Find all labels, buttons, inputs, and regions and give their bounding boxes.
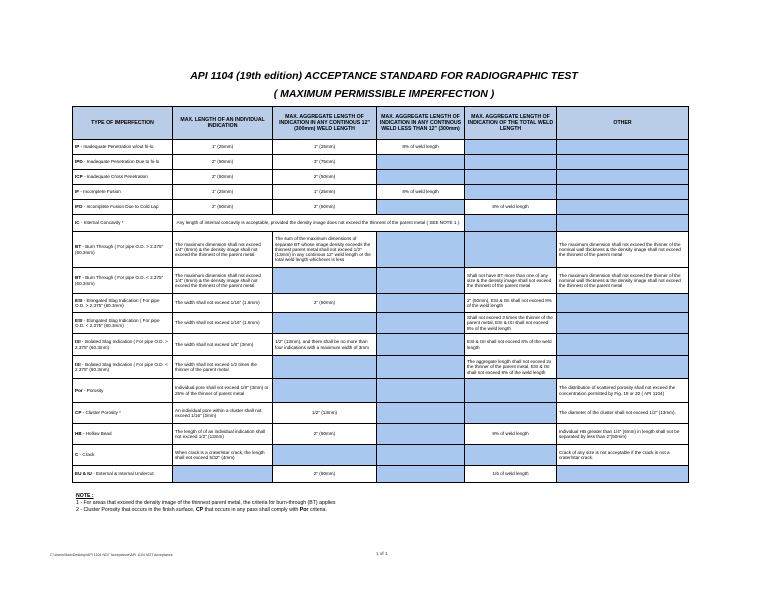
cell-other [557, 313, 689, 334]
imperfection-type: IC - Internal Concavity * [73, 215, 173, 232]
cell-aggregate-total: 1/6 of weld length [465, 466, 557, 483]
table-row [73, 334, 689, 356]
cell-aggregate-12in [273, 268, 377, 294]
acceptance-table [72, 106, 689, 483]
table-row [73, 215, 689, 232]
cell-other: The maximum dimension shall not exceed the thinner of the nominal wall thickness & the density image shall not exceed the thinnest of the parent metal [557, 268, 689, 294]
cell-aggregate-less-12in [377, 313, 465, 334]
table-row [73, 424, 689, 445]
cell-max-length: The width shall not exceed 1/16" (1.6mm) [173, 294, 273, 313]
cell-max-length: 2" (50mm) [173, 200, 273, 215]
imperfection-type: Por - Porosity [73, 379, 173, 403]
cell-max-length: 2" (50mm) [173, 170, 273, 185]
cell-aggregate-12in: 1" (25mm) [273, 140, 377, 155]
note-1: 1 - For areas that exceed the density image of the thinnest parent metal, the criteria for burn-through (BT) applies [76, 500, 336, 506]
cell-max-length: The maximum dimension shall not exceed 1/4" (6mm) & the density image shall not exceed the thinnest of the parent metal [173, 232, 273, 268]
cell-other [557, 140, 689, 155]
cell-max-length: The length of of an individual indication shall not exceed 1/2" (13mm) [173, 424, 273, 445]
header-aggregate-12in: MAX. AGGREGATE LENGTH OF INDICATION IN ANY CONTINOUS 12" (300mm) WELD LENGTH [273, 107, 377, 140]
cell-aggregate-total [465, 170, 557, 185]
imperfection-type: HB - Hollow Bead [73, 424, 173, 445]
imperfection-type: ESI - Elongated Slag Indication ( For pipe O.D. > 2.375" (60.3mm) [73, 294, 173, 313]
cell-other [557, 185, 689, 200]
cell-aggregate-total: 8% of weld length [465, 424, 557, 445]
imperfection-type: IF - Incomplete Fusion [73, 185, 173, 200]
cell-aggregate-less-12in [377, 268, 465, 294]
note-2: 2 - Cluster Porosity that occurs in the finish surface, CP that occurs in any pass shall comply with Por criteria. [76, 507, 327, 513]
cell-aggregate-total [465, 155, 557, 170]
imperfection-type: IP - Inadequate Penetration w/out hi-lo [73, 140, 173, 155]
cell-max-length [173, 466, 273, 483]
cell-other: The distribution of scattered porosity shall not exceed the concentration permitted by Fig. 19 or 20 ( API 1104) [557, 379, 689, 403]
cell-aggregate-12in: The sum of the maximum dimensions of separate BT whose image density exceeds the thinnest parent metal shall not exceed 1/2" (13mm) in any continous 12" weld length or the total weld length whichever is less [273, 232, 377, 268]
cell-aggregate-total [465, 445, 557, 466]
imperfection-type: IFD - Incomplete Fusion Due to Cold Lap [73, 200, 173, 215]
table-row [73, 403, 689, 424]
cell-aggregate-less-12in [377, 232, 465, 268]
cell-aggregate-total [465, 140, 557, 155]
table-row [73, 200, 689, 215]
cell-max-length: An individual pore within a cluster shall not exceed 1/16" (2mm) [173, 403, 273, 424]
cell-aggregate-less-12in [377, 334, 465, 356]
footer-page-number: 1 of 1 [376, 551, 388, 556]
cell-other [557, 466, 689, 483]
imperfection-type: EU & IU - External & Internal Undercut [73, 466, 173, 483]
cell-aggregate-total [465, 185, 557, 200]
table-row [73, 232, 689, 268]
cell-max-length: 1" (25mm) [173, 140, 273, 155]
cell-aggregate-less-12in [377, 445, 465, 466]
table-row [73, 445, 689, 466]
notes-section [76, 493, 336, 514]
notes-heading: NOTE : [76, 493, 94, 499]
cell-aggregate-12in: 2" (50mm) [273, 294, 377, 313]
table-row [73, 313, 689, 334]
cell-merged-criteria: Any length of internal concavity is acceptable, provided the density image does not exceed the thinnest of the parent metal ( SEE NOTE 1 ). [173, 215, 465, 232]
cell-other [557, 294, 689, 313]
cell-aggregate-total [465, 232, 557, 268]
table-row [73, 140, 689, 155]
cell-aggregate-less-12in [377, 294, 465, 313]
table-row [73, 379, 689, 403]
cell-aggregate-12in [273, 379, 377, 403]
imperfection-type: BT - Burn Through ( For pipe O.D. < 2.375" (60.3mm) [73, 268, 173, 294]
cell-aggregate-12in [273, 313, 377, 334]
imperfection-type: ESI - Elongated Slag Indication ( For pipe O.D. < 2.375" (60.3mm) [73, 313, 173, 334]
cell-aggregate-12in: 1/2" (13mm), and there shall be no more than four indications with a maximum width of 3mm [273, 334, 377, 356]
cell-aggregate-12in [273, 356, 377, 379]
cell-aggregate-less-12in: 8% of weld length [377, 185, 465, 200]
cell-aggregate-12in: 3" (75mm) [273, 155, 377, 170]
table-row [73, 356, 689, 379]
cell-other: The diameter of the cluster shall not exceed 1/2" (13mm). [557, 403, 689, 424]
cell-other [557, 170, 689, 185]
cell-aggregate-total [465, 403, 557, 424]
cell-aggregate-total: ESI & ISI shall not exceed 8% of the weld length [465, 334, 557, 356]
imperfection-type: C - Crack [73, 445, 173, 466]
table-row [73, 466, 689, 483]
imperfection-type: ICP - Inadequate Cross Penetration [73, 170, 173, 185]
header-aggregate-total: MAX. AGGREGATE LENGTH OF INDICATION OF THE TOTAL WELD LENGTH [465, 107, 557, 140]
table-row [73, 170, 689, 185]
cell-max-length: 1" (25mm) [173, 185, 273, 200]
document-subtitle: ( MAXIMUM PERMISSIBLE IMPERFECTION ) [273, 88, 495, 100]
cell-aggregate-total: Shall not have BT more than one of any size & the density image shall not exceed the thinnest of the parent metal [465, 268, 557, 294]
cell-aggregate-less-12in [377, 466, 465, 483]
cell-other: The maximum dimension shall not exceed the thinner of the nominal wall thickness & the density image shall not exceed the thinnest of the parent metal [557, 232, 689, 268]
cell-aggregate-less-12in [377, 424, 465, 445]
cell-aggregate-less-12in [377, 379, 465, 403]
cell-aggregate-total: 2" (50mm), ESI & ISI shall not exceed 8% of the weld length [465, 294, 557, 313]
cell-other [557, 155, 689, 170]
cell-aggregate-less-12in [377, 200, 465, 215]
cell-other [557, 334, 689, 356]
header-aggregate-less-12in: MAX. AGGREGATE LENGTH OF INDICATION IN ANY CONTINOUS WELD LESS THAN 12" (300mm) [377, 107, 465, 140]
cell-other: Individual HB greater than 1/4" (6mm) in length shall not be separated by less than 2"(50mm) [557, 424, 689, 445]
cell-aggregate-12in: 2" (50mm) [273, 424, 377, 445]
cell-aggregate-12in: 1" (25mm) [273, 185, 377, 200]
cell-other [557, 215, 689, 232]
cell-aggregate-less-12in [377, 403, 465, 424]
cell-aggregate-12in: 2" (50mm) [273, 200, 377, 215]
cell-aggregate-total: 8% of weld length [465, 200, 557, 215]
cell-max-length: The width shall not exceed 1/16" (1.6mm) [173, 313, 273, 334]
cell-max-length: Individual pore shall not exceed 1/8" (3mm) or 25% of the thinner of parent metal [173, 379, 273, 403]
header-other: OTHER [557, 107, 689, 140]
cell-aggregate-12in: 1/2" (13mm) [273, 403, 377, 424]
cell-aggregate-12in: 2" (50mm) [273, 170, 377, 185]
table-row [73, 294, 689, 313]
imperfection-type: CP - Cluster Porosity * [73, 403, 173, 424]
cell-aggregate-12in [273, 445, 377, 466]
document-title: API 1104 (19th edition) ACCEPTANCE STANDARD FOR RADIOGRAPHIC TEST [190, 70, 578, 82]
cell-aggregate-total: The aggregate length shall not exceed 2x the thinner of the parent metal, ESI & ISI shall not exceed 8% of the weld length [465, 356, 557, 379]
cell-aggregate-total: Shall not exceed 3 times the thinner of the parent metal, ESI & ISI shall not exceed 8% of the weld length [465, 313, 557, 334]
cell-max-length: The maximum dimension shall not exceed 1/4" (6mm) & the density image shall not exceed the thinnest of the parent metal [173, 268, 273, 294]
cell-max-length: When crack is a crater/star crack, the length shall not exceed 5/32" (4mm) [173, 445, 273, 466]
table-row [73, 185, 689, 200]
header-max-length: MAX. LENGTH OF AN INDIVIDUAL INDICATION [173, 107, 273, 140]
cell-aggregate-less-12in [377, 170, 465, 185]
footer-file-path: C:\Users\Ikan\Desktop\API 1104 NDT Acceptance\API 1104 NDT Acceptance [50, 553, 173, 557]
table-header-row [73, 107, 689, 140]
imperfection-type: ISI - Isolated Slag Indication ( For pipe O.D. < 2.375" (60.3mm) [73, 356, 173, 379]
cell-other [557, 356, 689, 379]
imperfection-type: IPD - Inadequate Penetration Due to hi-lo [73, 155, 173, 170]
imperfection-type: BT - Burn Through ( For pipe O.D. > 2.375" (60.3mm) [73, 232, 173, 268]
cell-max-length: The width shall not exceed 1/8" (3mm) [173, 334, 273, 356]
cell-other [557, 200, 689, 215]
cell-max-length: 2" (50mm) [173, 155, 273, 170]
header-type: TYPE OF IMPERFECTION [73, 107, 173, 140]
cell-aggregate-less-12in [377, 155, 465, 170]
cell-aggregate-less-12in: 8% of weld length [377, 140, 465, 155]
cell-max-length: The width shall not exceed 1/2 times the thinner of the parent metal [173, 356, 273, 379]
cell-aggregate-total [465, 215, 557, 232]
cell-aggregate-12in: 2" (50mm) [273, 466, 377, 483]
table-row [73, 155, 689, 170]
cell-other: Crack of any size is not acceptable if the crack is not a crater/star crack. [557, 445, 689, 466]
cell-aggregate-total [465, 379, 557, 403]
table-row [73, 268, 689, 294]
cell-aggregate-less-12in [377, 356, 465, 379]
imperfection-type: ISI - Isolated Slag Indication ( For pipe O.D. > 2.375" (60.3mm) [73, 334, 173, 356]
